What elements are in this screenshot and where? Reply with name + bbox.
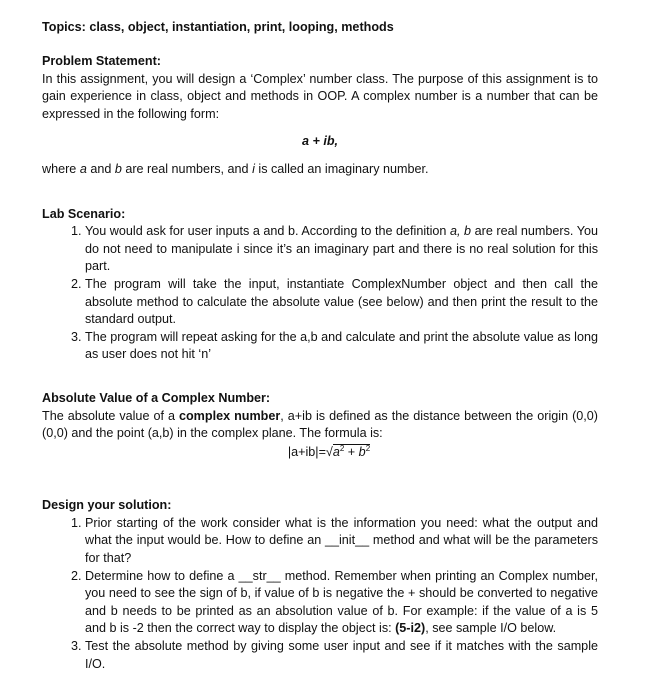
problem-statement-heading: Problem Statement: [42,54,161,68]
absolute-value-formula: $|a+ib|=√a^2 + b^2$ [287,443,371,459]
problem-statement-text: In this assignment, you will design a ‘Complex’ number class. The purpose of this assignment is to gain experience in class, object and methods in OOP. A complex number is a number that can be expressed in the following form: [42,71,598,121]
design-solution-item-3: 3. Test the absolute method by giving some user input and see if it matches with the sample I/O. [85,638,598,673]
lab-scenario-heading: Lab Scenario: [42,206,126,221]
absolute-value-heading: Absolute Value of a Complex Number: [42,390,271,405]
absolute-value-text: The absolute value of a complex number, a+ib is defined as the distance between the origin (0,0)(0,0) and the point (a,b) in the complex plane. The formula is: [42,408,598,441]
topics-line: Topics: class, object, instantiation, print, looping, methods [42,20,394,34]
design-solution-list [42,515,598,673]
lab-scenario-list [42,223,598,364]
lab-scenario-item-1: 1. You would ask for user inputs a and b. According to the definition a, b are real numbers. You do not need to manipulate i since it’s an imaginary part and there is no real solution for this part. [85,223,598,276]
where-sentence: where a and b are real numbers, and i is called an imaginary number. [42,161,429,176]
design-solution-heading: Design your solution: [42,498,172,513]
lab-scenario-item-3: 3. The program will repeat asking for the a,b and calculate and print the absolute value as long as user does not hit ‘n’ [85,329,598,364]
radicand: $a^2 + b^2$ [332,443,371,459]
complex-form-formula: a + ib, [301,134,339,149]
lab-scenario-item-2: 2. The program will take the input, instantiate ComplexNumber object and then call the absolute method to calculate the absolute value (see below) and then print the result to the standard output. [85,276,598,329]
design-solution-item-2: 2. Determine how to define a __str__ method. Remember when printing an Complex number, you need to see the sign of b, if value of b is negative the + should be converted to negative and b needs to be printed as an absolution value of b. For example: if the value of a is 5 and b is -2 then the correct way to display the object is: (5-i2), see sample I/O below. [85,568,598,638]
design-solution-item-1: 1. Prior starting of the work consider what is the information you need: what the output and what the input would be. How to define an __init__ method and what will be the parameters for that? [85,515,598,568]
document-page [42,18,598,673]
